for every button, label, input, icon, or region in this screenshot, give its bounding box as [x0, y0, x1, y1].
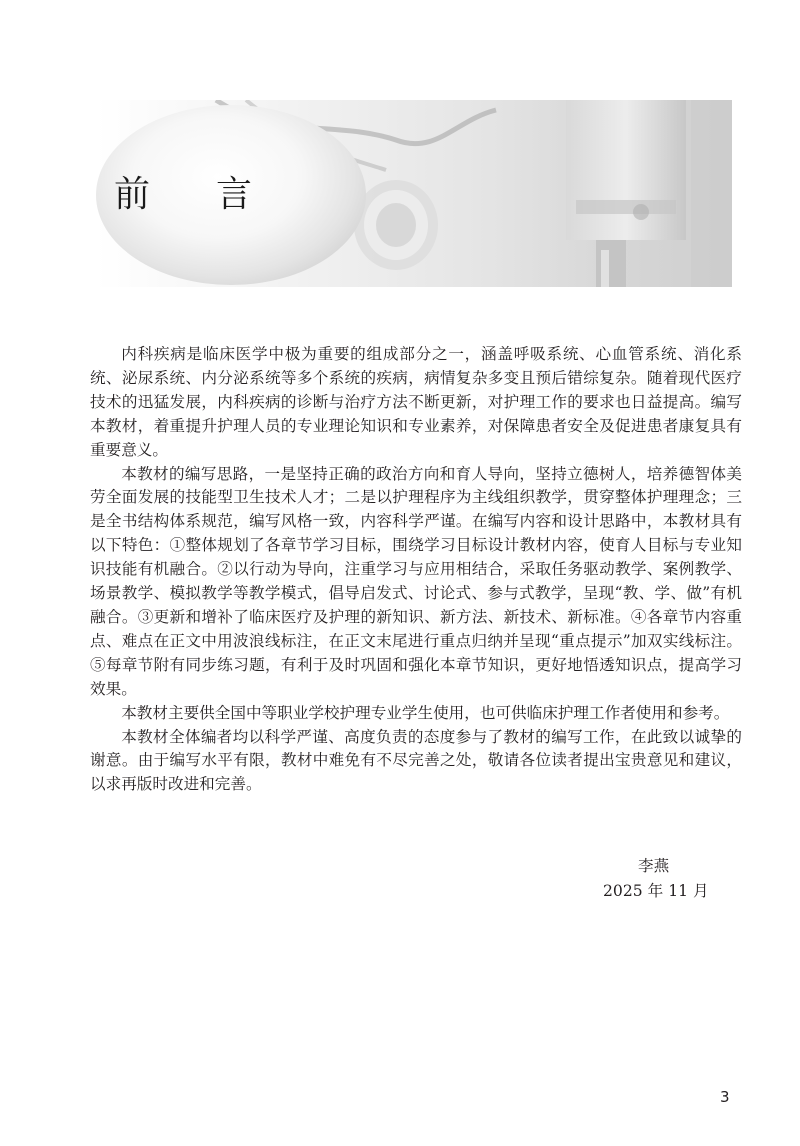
paragraph-2: 本教材的编写思路，一是坚持正确的政治方向和育人导向，坚持立德树人，培养德智体美劳全面发展的技能型卫生技术人才；二是以护理程序为主线组织教学，贯穿整体护理理念；三是全书结构体系规范，编写风格一致，内容科学严谨。在编写内容和设计思路中，本教材具有以下特色：①整体规划了各章节学习目标，围绕学习目标设计教材内容，使育人目标与专业知识技能有机融合。②以行动为导向，注重学习与应用相结合，采取任务驱动教学、案例教学、场景教学、模拟教学等教学模式，倡导启发式、讨论式、参与式教学，呈现“教、学、做”有机融合。③更新和增补了临床医疗及护理的新知识、新方法、新技术、新标准。④各章节内容重点、难点在正文中用波浪线标注，在正文末尾进行重点归纳并呈现“重点提示”加双实线标注。⑤每章节附有同步练习题，有利于及时巩固和强化本章节知识，更好地悟透知识点，提高学习效果。 — [90, 464, 742, 698]
paragraph-4: 本教材全体编者均以科学严谨、高度负责的态度参与了教材的编写工作，在此致以诚挚的谢意。由于编写水平有限，教材中难免有不尽完善之处，敬请各位读者提出宝贵意见和建议，以求再版时改进和完善。 — [90, 727, 742, 794]
page-number: 3 — [720, 1088, 730, 1106]
page-title-char-2: 言 — [216, 174, 253, 215]
author-name: 李燕 — [638, 857, 670, 875]
paragraph-3: 本教材主要供全国中等职业学校护理专业学生使用，也可供临床护理工作者使用和参考。 — [121, 703, 730, 722]
preface-body — [90, 343, 742, 797]
signature-date: 2025 年 11 月 — [603, 882, 709, 900]
page-title-char-1: 前 — [114, 174, 151, 215]
page-title — [114, 166, 252, 217]
paragraph-1: 内科疾病是临床医学中极为重要的组成部分之一，涵盖呼吸系统、心血管系统、消化系统、泌尿系统、内分泌系统等多个系统的疾病，病情复杂多变且预后错综复杂。随着现代医疗技术的迅猛发展，内科疾病的诊断与治疗方法不断更新，对护理工作的要求也日益提高。编写本教材，着重提升护理人员的专业理论知识和专业素养，对保障患者安全及促进患者康复具有重要意义。 — [90, 345, 742, 459]
